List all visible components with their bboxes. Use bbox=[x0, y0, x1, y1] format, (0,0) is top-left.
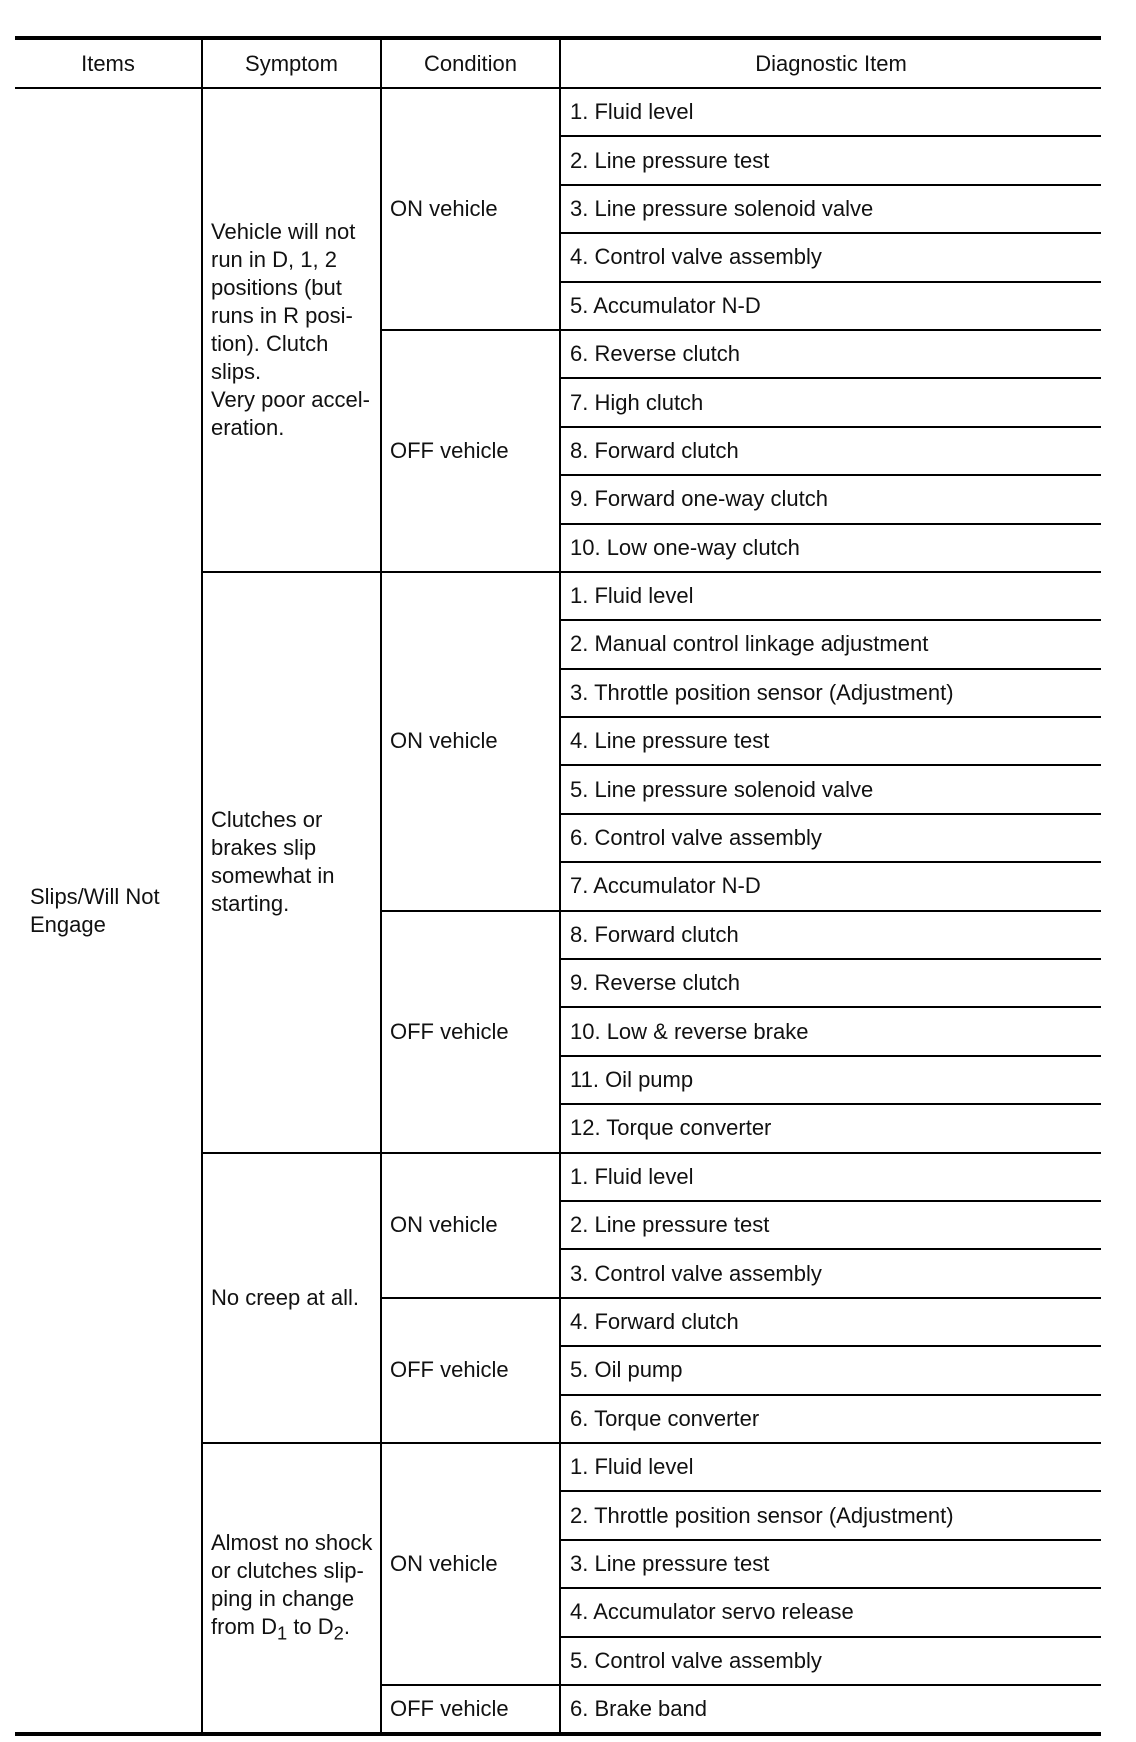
diagnostic-item-cell: 11. Oil pump bbox=[560, 1056, 1101, 1104]
diagnostic-item-cell: 2. Manual control linkage adjustment bbox=[560, 620, 1101, 668]
symptom-line: eration. bbox=[211, 414, 285, 440]
symptom-line: run in D, 1, 2 bbox=[211, 246, 337, 272]
condition-cell: ON vehicle bbox=[381, 1153, 560, 1298]
diagnostic-item-cell: 9. Forward one-way clutch bbox=[560, 475, 1101, 523]
symptom-cell bbox=[202, 572, 381, 1153]
symptom-line: somewhat in bbox=[211, 863, 335, 889]
header-row bbox=[15, 38, 1101, 88]
symptom-line: from $D_1$ to $D_2$. bbox=[211, 1613, 350, 1644]
symptom-line: positions (but bbox=[211, 274, 342, 300]
diagnostic-item-cell: 6. Torque converter bbox=[560, 1395, 1101, 1443]
diagnostic-item-cell: 5. Accumulator N-D bbox=[560, 282, 1101, 330]
diagnostic-item-cell: 3. Control valve assembly bbox=[560, 1249, 1101, 1297]
items-label-line: Slips/Will Not bbox=[30, 883, 160, 909]
symptom-cell bbox=[202, 1153, 381, 1443]
diagnostic-item-cell: 5. Control valve assembly bbox=[560, 1637, 1101, 1685]
condition-cell: ON vehicle bbox=[381, 1443, 560, 1685]
symptom-line: starting. bbox=[211, 891, 290, 917]
table-row bbox=[15, 88, 1101, 136]
header-symptom: Symptom bbox=[202, 38, 381, 88]
diagnostic-item-cell: 1. Fluid level bbox=[560, 1443, 1101, 1491]
symptom-line: tion). Clutch bbox=[211, 330, 329, 356]
diagnostic-item-cell: 6. Brake band bbox=[560, 1685, 1101, 1734]
diagnostic-item-cell: 4. Control valve assembly bbox=[560, 233, 1101, 281]
condition-cell: OFF vehicle bbox=[381, 911, 560, 1153]
items-label-line: Engage bbox=[30, 911, 106, 937]
diagnostic-item-cell: 10. Low one-way clutch bbox=[560, 524, 1101, 572]
diagnostic-item-cell: 5. Oil pump bbox=[560, 1346, 1101, 1394]
items-cell bbox=[15, 88, 202, 1734]
condition-cell: ON vehicle bbox=[381, 88, 560, 330]
header-condition: Condition bbox=[381, 38, 560, 88]
diagnostic-item-cell: 7. High clutch bbox=[560, 378, 1101, 426]
diagnostic-item-cell: 1. Fluid level bbox=[560, 88, 1101, 136]
diagnostic-item-cell: 1. Fluid level bbox=[560, 572, 1101, 620]
condition-cell: OFF vehicle bbox=[381, 330, 560, 572]
header-diagnostic-item: Diagnostic Item bbox=[560, 38, 1101, 88]
symptom-line: runs in R posi- bbox=[211, 302, 353, 328]
diagnostic-item-cell: 6. Control valve assembly bbox=[560, 814, 1101, 862]
diagnostic-item-cell: 8. Forward clutch bbox=[560, 911, 1101, 959]
diagnostic-table bbox=[15, 36, 1101, 1736]
condition-cell: OFF vehicle bbox=[381, 1298, 560, 1443]
diagnostic-item-cell: 1. Fluid level bbox=[560, 1153, 1101, 1201]
symptom-line: Very poor accel- bbox=[211, 386, 370, 412]
diagnostic-item-cell: 12. Torque converter bbox=[560, 1104, 1101, 1152]
table-body bbox=[15, 88, 1101, 1734]
symptom-line: Clutches or bbox=[211, 807, 323, 833]
diagnostic-item-cell: 4. Forward clutch bbox=[560, 1298, 1101, 1346]
symptom-cell bbox=[202, 1443, 381, 1734]
diagnostic-item-cell: 7. Accumulator N-D bbox=[560, 862, 1101, 910]
diagnostic-item-cell: 9. Reverse clutch bbox=[560, 959, 1101, 1007]
symptom-line: slips. bbox=[211, 358, 262, 384]
diagnostic-item-cell: 8. Forward clutch bbox=[560, 427, 1101, 475]
symptom-cell bbox=[202, 88, 381, 572]
symptom-line: or clutches slip- bbox=[211, 1557, 364, 1583]
diagnostic-table-container bbox=[15, 36, 1101, 1736]
diagnostic-item-cell: 2. Line pressure test bbox=[560, 136, 1101, 184]
header-items: Items bbox=[15, 38, 202, 88]
symptom-line: ping in change bbox=[211, 1585, 355, 1611]
diagnostic-item-cell: 2. Line pressure test bbox=[560, 1201, 1101, 1249]
diagnostic-item-cell: 6. Reverse clutch bbox=[560, 330, 1101, 378]
diagnostic-item-cell: 3. Line pressure test bbox=[560, 1540, 1101, 1588]
symptom-line: No creep at all. bbox=[211, 1284, 359, 1310]
condition-cell: OFF vehicle bbox=[381, 1685, 560, 1734]
diagnostic-item-cell: 3. Throttle position sensor (Adjustment) bbox=[560, 669, 1101, 717]
diagnostic-item-cell: 10. Low & reverse brake bbox=[560, 1007, 1101, 1055]
diagnostic-item-cell: 3. Line pressure solenoid valve bbox=[560, 185, 1101, 233]
diagnostic-item-cell: 2. Throttle position sensor (Adjustment) bbox=[560, 1491, 1101, 1539]
symptom-line: brakes slip bbox=[211, 835, 317, 861]
diagnostic-item-cell: 5. Line pressure solenoid valve bbox=[560, 765, 1101, 813]
symptom-line: Almost no shock bbox=[211, 1529, 373, 1555]
condition-cell: ON vehicle bbox=[381, 572, 560, 911]
symptom-line: Vehicle will not bbox=[211, 218, 356, 244]
diagnostic-item-cell: 4. Accumulator servo release bbox=[560, 1588, 1101, 1636]
diagnostic-item-cell: 4. Line pressure test bbox=[560, 717, 1101, 765]
